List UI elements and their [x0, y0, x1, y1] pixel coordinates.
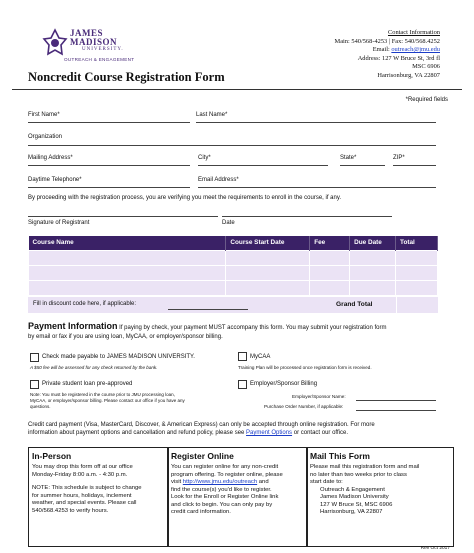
mycaa-label: MyCAA: [250, 354, 271, 360]
email-label: Email Address*: [198, 177, 239, 183]
organization-field[interactable]: [28, 145, 436, 146]
contact-address3: Harrisonburg, VA 22807: [377, 71, 440, 79]
state-label: State*: [340, 155, 357, 161]
col-due-date: Due Date: [350, 236, 396, 250]
col-total: Total: [396, 236, 438, 250]
col-fee: Fee: [310, 236, 350, 250]
mail-l2: no later than two weeks prior to class: [310, 471, 407, 478]
online-l4: find the course(s) you'd like to register.: [171, 486, 272, 493]
city-label: City*: [198, 155, 211, 161]
online-l6: and click to begin. You can only pay by: [171, 501, 273, 508]
table-row[interactable]: [29, 280, 438, 295]
contact-address2: MSC 6906: [412, 63, 440, 71]
loan-label: Private student loan pre-approved: [42, 381, 133, 387]
last-name-field[interactable]: [196, 122, 436, 123]
date-field[interactable]: [222, 216, 392, 217]
payment-intro-line1: If paying by check, your payment MUST accompany this form. You may submit your registration form: [117, 325, 387, 331]
course-table-header: [29, 236, 438, 250]
logo-name-line1: JAMES: [70, 28, 104, 38]
email-field[interactable]: [198, 187, 436, 188]
first-name-label: First Name*: [28, 112, 60, 118]
mail-heading: Mail This Form: [310, 451, 370, 461]
in-person-l6: 540/568.4253 to verify hours.: [32, 507, 109, 514]
contact-phone: Main: 540/568-4253 | Fax: 540/568.4252: [334, 37, 440, 45]
online-heading: Register Online: [171, 451, 234, 461]
online-l3a: visit: [171, 479, 183, 485]
zip-field[interactable]: [393, 165, 436, 166]
credit-card-note: [28, 421, 453, 437]
grand-total-label: Grand Total: [336, 301, 373, 308]
mail-l3: start date to:: [310, 479, 343, 485]
payment-intro-line2: by email or fax if you are using loan, MyCAA, or employer/sponsor billing.: [28, 334, 223, 340]
online-l3b: and: [257, 479, 269, 485]
table-row[interactable]: [29, 265, 438, 280]
in-person-l5: weather, and special events. Please call: [32, 500, 137, 506]
mycaa-checkbox[interactable]: [238, 352, 247, 361]
employer-name-field[interactable]: [356, 400, 436, 401]
loan-note: [30, 392, 185, 410]
contact-heading: Contact Information: [388, 29, 440, 36]
form-title: Noncredit Course Registration Form: [28, 70, 225, 84]
credit-line2-b: or contact our office.: [292, 430, 348, 436]
course-table: [28, 236, 438, 296]
register-online-box: [167, 447, 308, 547]
required-note: *Required fields: [405, 97, 448, 103]
contact-address1: Address: 127 W Bruce St, 3rd fl: [357, 54, 440, 62]
agreement-text: By proceeding with the registration process, you are verifying you meet the requirements to enroll in the course, if any.: [28, 195, 342, 201]
payment-title: Payment Information: [28, 321, 118, 331]
loan-note-line2: MyCAA, or employer/sponsor billing. Please contact our office if you have any: [30, 398, 185, 403]
first-name-field[interactable]: [28, 122, 190, 123]
employer-label: Employer/Sponsor Billing: [250, 381, 318, 387]
table-row[interactable]: [29, 250, 438, 265]
contact-email-line: [240, 46, 440, 55]
university-logo: [42, 26, 162, 70]
check-note: A $50 fee will be assessed for any check returned by the bank.: [30, 365, 158, 370]
state-field[interactable]: [340, 165, 385, 166]
daytime-phone-field[interactable]: [28, 187, 190, 188]
loan-note-line1: Note: You must be registered in the course prior to JMU processing loan,: [30, 392, 175, 397]
mail-form-box: [306, 447, 454, 547]
mail-address1: Outreach & Engagement: [320, 486, 385, 493]
employer-checkbox[interactable]: [238, 380, 247, 389]
payment-intro: [28, 322, 453, 342]
po-number-label: Purchase Order Number, if applicable:: [264, 404, 344, 409]
employer-name-label: Employer/Sponsor Name:: [292, 394, 346, 399]
po-number-field[interactable]: [356, 410, 436, 411]
grand-total-cell[interactable]: [396, 297, 438, 313]
mailing-address-label: Mailing Address*: [28, 155, 73, 161]
in-person-l2: Monday-Friday 8:00 a.m. - 4:30 p.m.: [32, 471, 128, 478]
in-person-box: [28, 447, 169, 547]
contact-email-label: Email:: [372, 46, 392, 54]
online-l2: program offering. To register online, please: [171, 471, 283, 478]
daytime-phone-label: Daytime Telephone*: [28, 177, 82, 183]
credit-line2: [28, 429, 453, 437]
credit-line2-a: information about payment options and cancellation and refund policy, please see: [28, 430, 247, 436]
check-checkbox[interactable]: [30, 353, 39, 362]
in-person-heading: In-Person: [32, 451, 72, 461]
loan-checkbox[interactable]: [30, 380, 39, 389]
city-field[interactable]: [198, 165, 328, 166]
online-l5: Look for the Enroll or Register Online link: [171, 494, 279, 500]
organization-label: Organization: [28, 134, 63, 140]
discount-code-field[interactable]: [168, 309, 248, 310]
mail-address2: James Madison University: [320, 494, 389, 500]
online-l3: [171, 479, 304, 487]
mail-address4: Harrisonburg, VA 22807: [320, 509, 383, 515]
revision-note: Rev Oct 2017: [420, 546, 450, 551]
check-label: Check made payable to JAMES MADISON UNIVERSITY.: [42, 354, 195, 360]
logo-name-line2: MADISON: [70, 37, 118, 47]
payment-options-link[interactable]: Payment Options: [246, 430, 293, 436]
in-person-l3: NOTE: This schedule is subject to change: [32, 485, 142, 491]
loan-note-line3: questions.: [30, 404, 51, 409]
online-l7: credit card information.: [171, 509, 231, 515]
last-name-label: Last Name*: [196, 112, 228, 118]
logo-tagline: OUTREACH & ENGAGEMENT: [64, 57, 135, 62]
col-course-start-date: Course Start Date: [226, 236, 310, 250]
online-l1: You can register online for any non-credit: [171, 464, 279, 470]
zip-label: ZIP*: [393, 155, 405, 161]
contact-email-link[interactable]: outreach@jmu.edu: [391, 46, 440, 54]
signature-label: Signature of Registrant: [28, 220, 90, 226]
seal-icon: [42, 28, 68, 58]
contact-info: [240, 29, 440, 81]
signature-field[interactable]: [28, 216, 218, 217]
in-person-l1: You may drop this form off at our office: [32, 464, 133, 470]
col-course-name: Course Name: [29, 236, 226, 250]
mycaa-note: Training Plan will be processed once registration form is received.: [238, 365, 372, 370]
discount-label: Fill in discount code here, if applicable:: [33, 301, 137, 307]
title-rule: [12, 89, 462, 90]
date-label: Date: [222, 220, 235, 226]
discount-row: [28, 297, 438, 313]
in-person-l4: for summer hours, holidays, inclement: [32, 492, 132, 499]
mail-address3: 127 W Bruce St, MSC 6906: [320, 501, 393, 508]
credit-line1: Credit card payment (Visa, MasterCard, Discover, & American Express) can only be accepted through online registration. For more: [28, 422, 375, 428]
mailing-address-field[interactable]: [28, 165, 190, 166]
logo-name-line3: UNIVERSITY.: [82, 47, 124, 52]
outreach-link[interactable]: http://www.jmu.edu/outreach: [182, 479, 258, 485]
mail-l1: Please mail this registration form and mail: [310, 464, 420, 470]
